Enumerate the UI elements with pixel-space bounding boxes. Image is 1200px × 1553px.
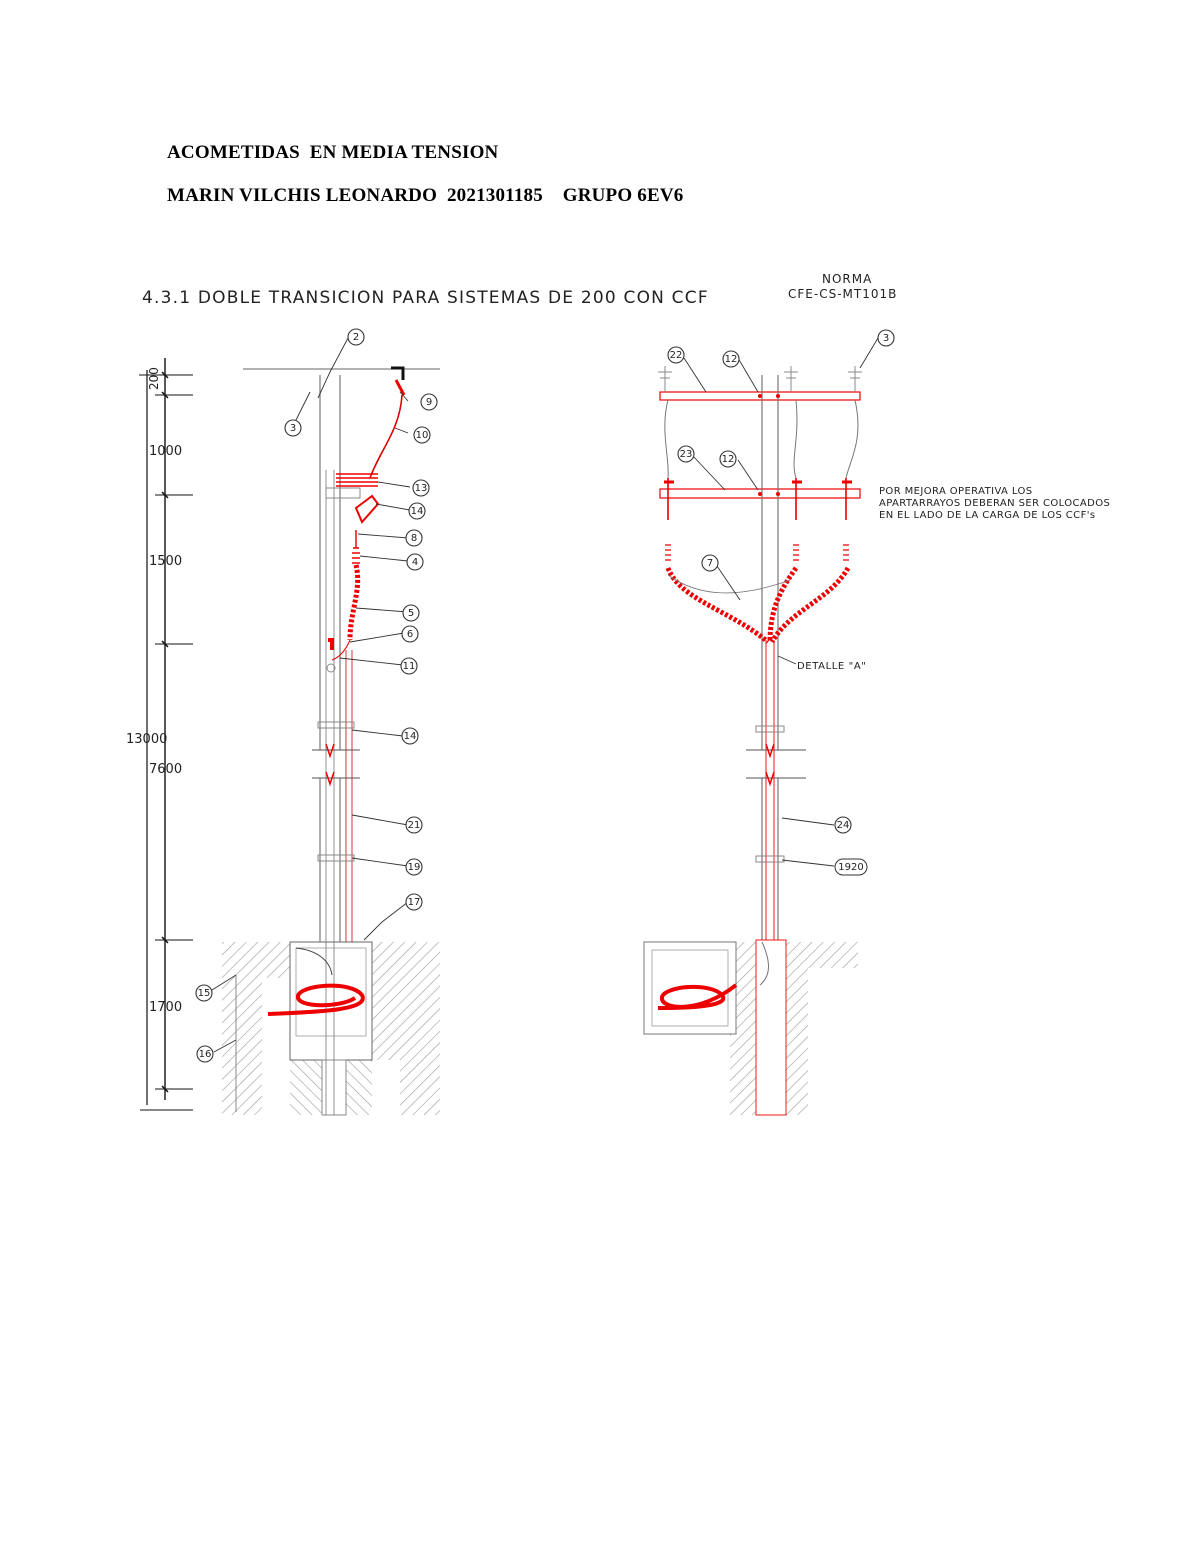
student-info: MARIN VILCHIS LEONARDO 2021301185 GRUPO 6EV6 bbox=[167, 185, 684, 206]
front-view bbox=[644, 338, 1110, 1115]
callout-label: 5 bbox=[407, 608, 415, 619]
callout-label: 23 bbox=[679, 449, 693, 460]
ground-front bbox=[644, 940, 858, 1115]
callout-label: 14 bbox=[403, 731, 417, 742]
drawing-title: 4.3.1 DOBLE TRANSICION PARA SISTEMAS DE 200 CON CCF bbox=[142, 288, 709, 308]
callout-label: 6 bbox=[406, 629, 414, 640]
callout-front-3 bbox=[678, 446, 694, 462]
norma-code: CFE-CS-MT101B bbox=[788, 287, 898, 301]
callout-side-12 bbox=[406, 817, 422, 833]
dim-200: 200 bbox=[147, 367, 161, 390]
dimension-chain bbox=[126, 358, 193, 1110]
cable-front bbox=[668, 568, 848, 642]
callout-side-3 bbox=[414, 427, 430, 443]
callout-front-2 bbox=[878, 330, 894, 346]
callout-side-9 bbox=[402, 626, 418, 642]
callout-front-4 bbox=[720, 451, 736, 467]
detail-label: DETALLE "A" bbox=[797, 661, 867, 672]
callout-label: 11 bbox=[402, 661, 416, 672]
callout-label: 21 bbox=[407, 820, 421, 831]
side-view bbox=[126, 338, 440, 1115]
callout-side-2 bbox=[421, 394, 437, 410]
dim-7600: 7600 bbox=[149, 762, 183, 777]
callout-label: 8 bbox=[410, 533, 418, 544]
callout-front-0 bbox=[668, 347, 684, 363]
callout-label: 15 bbox=[197, 988, 211, 999]
callout-label: 24 bbox=[836, 820, 850, 831]
callout-label: 2 bbox=[352, 332, 360, 343]
note-line-2: APARTARRAYOS DEBERAN SER COLOCADOS bbox=[879, 498, 1111, 509]
callout-label: 12 bbox=[721, 454, 735, 465]
callout-label: 1920 bbox=[838, 862, 864, 873]
norma-label: NORMA bbox=[822, 272, 873, 286]
cable-side bbox=[268, 368, 404, 1014]
callout-label: 19 bbox=[407, 862, 421, 873]
dim-1500: 1500 bbox=[149, 554, 183, 569]
callout-side-6 bbox=[406, 530, 422, 546]
callout-side-11 bbox=[402, 728, 418, 744]
callout-label: 9 bbox=[425, 397, 433, 408]
callout-front-1 bbox=[723, 351, 739, 367]
callout-front-5 bbox=[702, 555, 718, 571]
document-title: ACOMETIDAS EN MEDIA TENSION bbox=[167, 142, 499, 163]
callout-side-4 bbox=[413, 480, 429, 496]
callout-side-15 bbox=[196, 985, 212, 1001]
leaders-front bbox=[684, 338, 878, 866]
callout-label: 3 bbox=[882, 333, 890, 344]
callout-side-0 bbox=[348, 329, 364, 345]
ground-left bbox=[222, 942, 440, 1115]
callout-label: 12 bbox=[724, 354, 738, 365]
dim-1700: 1700 bbox=[149, 1000, 183, 1015]
callout-label: 13 bbox=[414, 483, 428, 494]
callout-label: 17 bbox=[407, 897, 421, 908]
callout-side-8 bbox=[403, 605, 419, 621]
callout-label: 4 bbox=[411, 557, 419, 568]
callout-label: 3 bbox=[289, 423, 297, 434]
callout-label: 22 bbox=[669, 350, 683, 361]
callout-label: 16 bbox=[198, 1049, 212, 1060]
callout-side-7 bbox=[407, 554, 423, 570]
operative-note bbox=[879, 486, 1110, 521]
insulators-top bbox=[658, 366, 862, 392]
callout-label: 14 bbox=[410, 506, 424, 517]
dim-13000: 13000 bbox=[126, 732, 168, 747]
note-line-1: POR MEJORA OPERATIVA LOS bbox=[879, 486, 1033, 497]
callout-side-14 bbox=[406, 894, 422, 910]
callout-side-10 bbox=[401, 658, 417, 674]
dim-1000: 1000 bbox=[149, 444, 183, 459]
callout-label: 7 bbox=[706, 558, 714, 569]
callout-side-1 bbox=[285, 420, 301, 436]
callout-side-5 bbox=[409, 503, 425, 519]
callout-front-6 bbox=[835, 817, 851, 833]
note-line-3: EN EL LADO DE LA CARGA DE LOS CCF's bbox=[879, 510, 1096, 521]
cutouts-front bbox=[664, 400, 858, 560]
callout-side-16 bbox=[197, 1046, 213, 1062]
callout-side-13 bbox=[406, 859, 422, 875]
callout-front-7 bbox=[835, 859, 867, 875]
callout-label: 10 bbox=[415, 430, 429, 441]
